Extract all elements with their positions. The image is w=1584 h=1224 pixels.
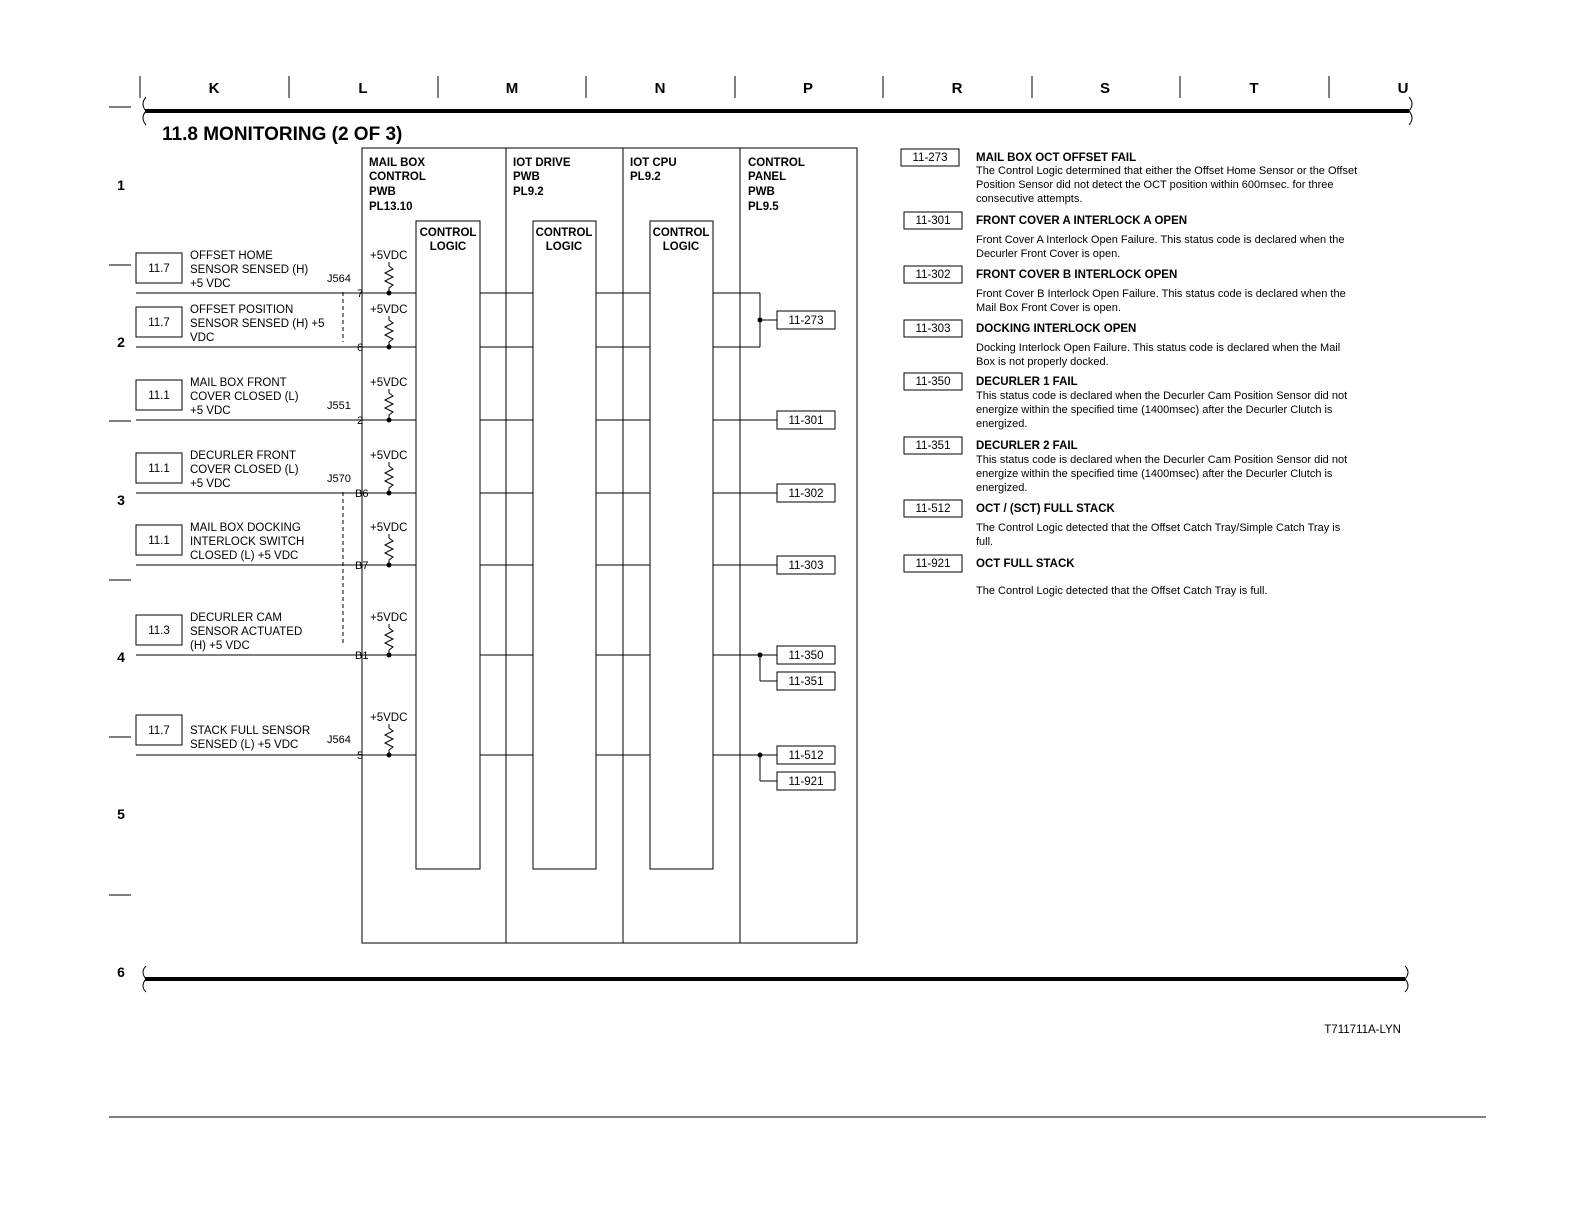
pin-label: B6: [355, 488, 369, 500]
input-mailbox-docking-switch: [136, 522, 777, 572]
control-logic-label: CONTROL: [652, 227, 710, 239]
description-title: FRONT COVER A INTERLOCK A OPEN: [976, 215, 1188, 227]
description-title: DECURLER 1 FAIL: [976, 376, 1078, 388]
page-title: 11.8 MONITORING (2 OF 3): [162, 124, 403, 145]
input-label-line: DECURLER CAM: [190, 612, 283, 624]
input-label-line: CLOSED (L) +5 VDC: [190, 550, 299, 562]
connector-label: J564: [327, 734, 351, 746]
output-code-label: 11-302: [788, 488, 824, 500]
pwb-blocks: [362, 148, 857, 943]
description-item: [904, 500, 1341, 548]
description-item: [901, 149, 1357, 205]
supply-label: +5VDC: [370, 522, 408, 534]
row-label-2: 2: [117, 334, 125, 350]
row-label-4: 4: [117, 649, 125, 665]
input-label-line: +5 VDC: [190, 405, 231, 417]
description-text: full.: [976, 536, 994, 548]
description-title: OCT / (SCT) FULL STACK: [976, 503, 1115, 515]
pin-label: 2: [357, 415, 364, 427]
control-logic-label: CONTROL: [419, 227, 477, 239]
description-item: [904, 320, 1340, 368]
junction-dot: [387, 653, 392, 658]
description-text: The Control Logic detected that the Offset Catch Tray/Simple Catch Tray is: [976, 522, 1341, 534]
col-label-k: K: [208, 80, 220, 97]
output-join-11-273: [758, 293, 778, 347]
input-label-line: COVER CLOSED (L): [190, 391, 299, 403]
control-logic-iot-drive: [533, 221, 596, 869]
col-label-m: M: [505, 80, 519, 97]
description-text: This status code is declared when the Decurler Cam Position Sensor did not: [976, 454, 1348, 466]
row-label-1: 1: [117, 177, 125, 193]
block-header-line: IOT CPU: [630, 157, 677, 169]
col-label-s: S: [1099, 80, 1111, 97]
ref-tag-label: 11.7: [148, 317, 170, 329]
control-logic-label: LOGIC: [545, 241, 583, 253]
block-header-line: MAIL BOX: [369, 157, 426, 169]
description-item: [904, 373, 1347, 430]
ref-tag-label: 11.7: [148, 725, 170, 737]
output-codes: [777, 311, 835, 790]
block-header-line: PWB: [748, 186, 775, 198]
description-text: energized.: [976, 482, 1028, 494]
pullup-resistor-icon: [385, 393, 393, 420]
output-code-label: 11-350: [788, 650, 824, 662]
col-label-n: N: [654, 80, 666, 97]
block-header-line: PL9.2: [630, 171, 661, 183]
description-text: energized.: [976, 418, 1028, 430]
input-label-line: MAIL BOX DOCKING: [190, 522, 301, 534]
col-label-t: T: [1249, 80, 1259, 97]
junction-dot: [758, 653, 763, 658]
pullup-resistor-icon: [385, 266, 393, 293]
description-title: DECURLER 2 FAIL: [976, 440, 1078, 452]
description-item: [904, 266, 1346, 314]
column-header: [140, 76, 1408, 98]
description-text: Box is not properly docked.: [976, 356, 1109, 368]
row-label-5: 5: [117, 806, 125, 822]
block-control-panel-pwb: [748, 157, 805, 213]
input-decurler-front-cover: [136, 450, 777, 500]
description-text: Front Cover B Interlock Open Failure. This status code is declared when the: [976, 288, 1346, 300]
description-text: energize within the specified time (1400msec) after the Decurler Clutch is: [976, 468, 1333, 480]
control-logic-mailbox: [416, 221, 480, 869]
description-item: [904, 212, 1344, 260]
description-title: OCT FULL STACK: [976, 558, 1075, 570]
block-header-line: PL9.5: [748, 201, 779, 213]
row-label-3: 3: [117, 492, 125, 508]
description-text: The Control Logic detected that the Offset Catch Tray is full.: [976, 585, 1268, 597]
junction-dot: [387, 753, 392, 758]
input-stack-full-sensor: [136, 712, 777, 781]
input-label-line: DECURLER FRONT: [190, 450, 297, 462]
description-text: energize within the specified time (1400msec) after the Decurler Clutch is: [976, 404, 1333, 416]
col-label-p: P: [802, 80, 814, 97]
input-label-line: +5 VDC: [190, 478, 231, 490]
description-text: Decurler Front Cover is open.: [976, 248, 1121, 260]
description-text: consecutive attempts.: [976, 193, 1083, 205]
description-code: 11-302: [915, 269, 951, 281]
description-code: 11-303: [915, 323, 951, 335]
description-code: 11-350: [915, 376, 951, 388]
output-code-label: 11-273: [788, 315, 824, 327]
input-label-line: SENSOR SENSED (H) +5: [190, 318, 325, 330]
block-header-line: IOT DRIVE: [513, 157, 571, 169]
output-code-label: 11-303: [788, 560, 824, 572]
connector-label: J551: [327, 400, 351, 412]
input-offset-position-sensor: [136, 304, 760, 354]
row-label-6: 6: [117, 964, 125, 980]
status-code-descriptions: [901, 149, 1357, 597]
input-label-line: COVER CLOSED (L): [190, 464, 299, 476]
description-title: DOCKING INTERLOCK OPEN: [976, 323, 1137, 335]
pin-label: 6: [357, 342, 364, 354]
control-logic-label: LOGIC: [429, 241, 467, 253]
input-label-line: SENSOR SENSED (H): [190, 264, 309, 276]
description-item: [904, 555, 1267, 597]
description-text: Mail Box Front Cover is open.: [976, 302, 1121, 314]
input-label-line: SENSED (L) +5 VDC: [190, 739, 299, 751]
description-text: Position Sensor did not detect the OCT position within 600msec. for three: [976, 179, 1334, 191]
figure-id: T711711A-LYN: [1324, 1024, 1401, 1036]
col-label-r: R: [951, 80, 963, 97]
output-code-label: 11-351: [788, 676, 824, 688]
junction-dot: [387, 563, 392, 568]
block-header-line: CONTROL: [369, 171, 426, 183]
description-item: [904, 437, 1347, 494]
description-title: MAIL BOX OCT OFFSET FAIL: [976, 152, 1137, 164]
input-decurler-cam-sensor: [136, 612, 777, 681]
input-label-line: +5 VDC: [190, 278, 231, 290]
col-label-u: U: [1397, 80, 1409, 97]
junction-dot: [387, 345, 392, 350]
input-label-line: (H) +5 VDC: [190, 640, 250, 652]
input-mailbox-front-cover: [136, 377, 777, 427]
pullup-resistor-icon: [385, 466, 393, 493]
supply-label: +5VDC: [370, 612, 408, 624]
description-code: 11-512: [915, 503, 951, 515]
description-text: This status code is declared when the Decurler Cam Position Sensor did not: [976, 390, 1348, 402]
ref-tag-label: 11.1: [148, 390, 170, 402]
input-label-line: MAIL BOX FRONT: [190, 377, 287, 389]
frame-bottom-bar: [143, 966, 1408, 992]
ref-tag-label: 11.1: [148, 463, 170, 475]
pin-label: B7: [355, 560, 369, 572]
control-logic-label: LOGIC: [662, 241, 700, 253]
description-text: The Control Logic determined that either the Offset Home Sensor or the Offset: [976, 165, 1358, 177]
input-label-line: INTERLOCK SWITCH: [190, 536, 305, 548]
input-offset-home-sensor: [136, 250, 760, 300]
connector-label: J564: [327, 273, 351, 285]
control-logic-iot-cpu: [650, 221, 713, 869]
description-code: 11-351: [915, 440, 951, 452]
pin-label: 5: [357, 750, 364, 762]
pin-label: 7: [357, 288, 364, 300]
pin-label: B1: [355, 650, 369, 662]
junction-dot: [387, 291, 392, 296]
pullup-resistor-icon: [385, 728, 393, 755]
block-header-line: PL13.10: [369, 201, 413, 213]
input-label-line: STACK FULL SENSOR: [190, 725, 311, 737]
col-label-l: L: [358, 80, 368, 97]
pullup-resistor-icon: [385, 320, 393, 347]
input-label-line: SENSOR ACTUATED: [190, 626, 303, 638]
description-text: Front Cover A Interlock Open Failure. This status code is declared when the: [976, 234, 1345, 246]
pullup-resistor-icon: [385, 628, 393, 655]
connector-label: J570: [327, 473, 351, 485]
ref-tag-label: 11.7: [148, 263, 170, 275]
block-header-line: PWB: [513, 171, 540, 183]
description-title: FRONT COVER B INTERLOCK OPEN: [976, 269, 1178, 281]
description-code: 11-921: [915, 558, 951, 570]
ref-tag-label: 11.1: [148, 535, 170, 547]
description-code: 11-273: [912, 152, 948, 164]
output-code-label: 11-921: [788, 776, 824, 788]
block-iot-drive-pwb: [513, 157, 571, 198]
row-markers: [109, 107, 131, 980]
block-header-line: PWB: [369, 186, 396, 198]
block-header-line: PL9.2: [513, 186, 544, 198]
supply-label: +5VDC: [370, 712, 408, 724]
frame-top-bar: [143, 97, 1412, 125]
control-logic-label: CONTROL: [535, 227, 593, 239]
supply-label: +5VDC: [370, 304, 408, 316]
output-code-label: 11-301: [788, 415, 824, 427]
pullup-resistor-icon: [385, 538, 393, 565]
input-label-line: OFFSET POSITION: [190, 304, 294, 316]
output-code-label: 11-512: [788, 750, 824, 762]
supply-label: +5VDC: [370, 377, 408, 389]
description-code: 11-301: [915, 215, 951, 227]
block-iot-cpu: [630, 157, 677, 183]
junction-dot: [758, 318, 763, 323]
input-label-line: OFFSET HOME: [190, 250, 273, 262]
block-header-line: PANEL: [748, 171, 787, 183]
block-mailbox-control-pwb: [369, 157, 426, 213]
junction-dot: [758, 753, 763, 758]
junction-dot: [387, 418, 392, 423]
junction-dot: [387, 491, 392, 496]
input-label-line: VDC: [190, 332, 215, 344]
description-text: Docking Interlock Open Failure. This status code is declared when the Mail: [976, 342, 1341, 354]
ref-tag-label: 11.3: [148, 625, 170, 637]
supply-label: +5VDC: [370, 250, 408, 262]
block-header-line: CONTROL: [748, 157, 805, 169]
supply-label: +5VDC: [370, 450, 408, 462]
